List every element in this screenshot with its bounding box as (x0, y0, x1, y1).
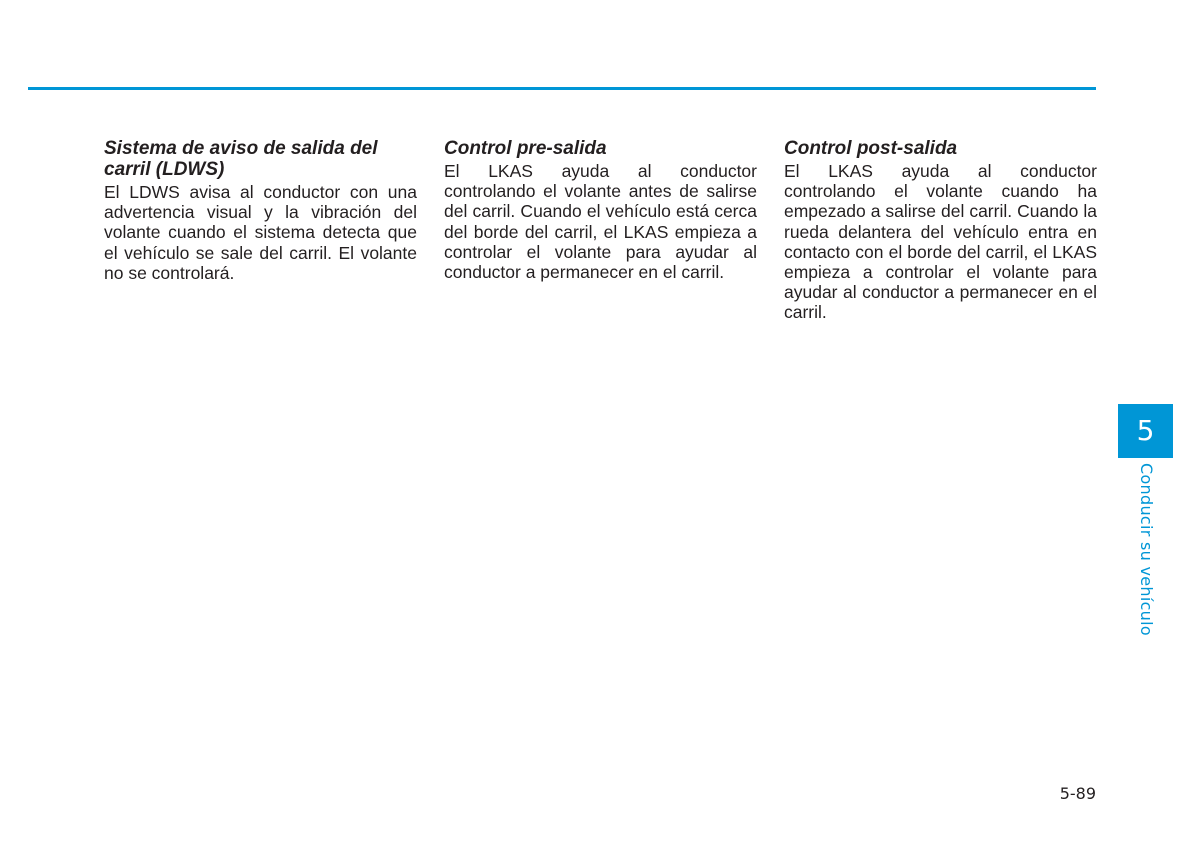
section-body: El LDWS avisa al conductor con una advertencia visual y la vibración del volante cuando el sistema detecta que el vehículo se sale del carril. El volante no se controlará. (104, 182, 417, 283)
section-body: El LKAS ayuda al conductor controlando el volante cuando ha empezado a salirse del carril. Cuando la rueda delantera del vehículo entra en contacto con el borde del carril, el LKAS empieza a controlar el volante para ayudar al conductor a permanecer en el carril. (784, 161, 1097, 323)
header-rule (28, 87, 1096, 90)
section-heading: Control post-salida (784, 138, 958, 159)
section-ldws (104, 138, 417, 283)
chapter-title: Conducir su vehículo (1137, 463, 1156, 636)
section-heading: Control pre-salida (444, 138, 607, 159)
section-post-departure (784, 138, 1097, 323)
section-body: El LKAS ayuda al conductor controlando el volante antes de salirse del carril. Cuando el vehículo está cerca del borde del carril, el LKAS empieza a controlar el volante para ayudar al conductor a permanecer en el carril. (444, 161, 757, 283)
section-pre-departure (444, 138, 757, 282)
chapter-number-tab: 5 (1118, 404, 1173, 458)
page-number: 5-89 (1059, 784, 1096, 803)
section-heading: Sistema de aviso de salida del carril (LDWS) (104, 138, 378, 180)
